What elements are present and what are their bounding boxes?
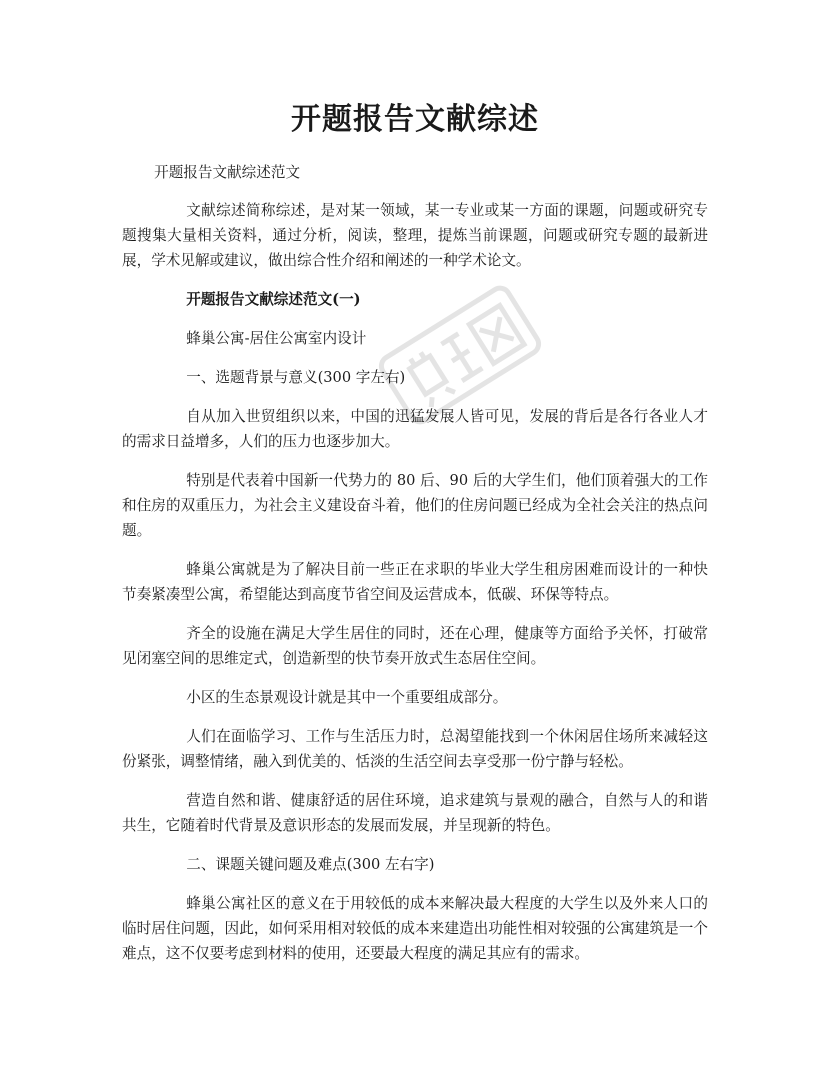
paragraph-definition: 文献综述简称综述，是对某一领域，某一专业或某一方面的课题，问题或研究专题搜集大量相关资料，通过分析，阅读，整理，提炼当前课题，问题或研究专题的最新进展，学术见解或建议，做出综合性介绍和阐述的一种学术论文。	[122, 202, 708, 269]
paragraph: 特别是代表着中国新一代势力的 80 后、90 后的大学生们，他们顶着强大的工作和住房的双重压力，为社会主义建设奋斗着，他们的住房问题已经成为全社会关注的热点问题。	[122, 472, 708, 539]
paragraph: 一、选题背景与意义(300 字左右)	[186, 369, 406, 386]
paragraph: 蜂巢公寓-居住公寓室内设计	[186, 330, 367, 347]
paragraph: 二、课题关键问题及难点(300 左右字)	[186, 856, 435, 873]
document-title: 开题报告文献综述	[291, 102, 539, 137]
paragraph: 小区的生态景观设计就是其中一个重要组成部分。	[186, 689, 508, 706]
paragraph: 自从加入世贸组织以来，中国的迅猛发展人皆可见，发展的背后是各行各业人才的需求日益增多，人们的压力也逐步加大。	[122, 408, 708, 450]
document-body	[122, 160, 708, 980]
paragraph: 蜂巢公寓社区的意义在于用较低的成本来解决最大程度的大学生以及外来人口的临时居住问题，因此，如何采用相对较低的成本来建造出功能性相对较强的公寓建筑是一个难点，这不仅要考虑到材料的使用，还要最大程度的满足其应有的需求。	[122, 895, 708, 962]
section-heading: 开题报告文献综述范文(一)	[186, 291, 361, 308]
paragraph: 营造自然和谐、健康舒适的居住环境，追求建筑与景观的融合，自然与人的和谐共生，它随着时代背景及意识形态的发展而发展，并呈现新的特色。	[122, 792, 708, 834]
paragraph: 蜂巢公寓就是为了解决目前一些正在求职的毕业大学生租房困难而设计的一种快节奏紧凑型公寓，希望能达到高度节省空间及运营成本，低碳、环保等特点。	[122, 561, 708, 603]
paragraph-subtitle: 开题报告文献综述范文	[154, 164, 301, 181]
paragraph: 人们在面临学习、工作与生活压力时，总渴望能找到一个休闲居住场所来减轻这份紧张，调整情绪，融入到优美的、恬淡的生活空间去享受那一份宁静与轻松。	[122, 728, 708, 770]
paragraph: 齐全的设施在满足大学生居住的同时，还在心理，健康等方面给予关怀，打破常见闭塞空间的思维定式，创造新型的快节奏开放式生态居住空间。	[122, 625, 708, 667]
